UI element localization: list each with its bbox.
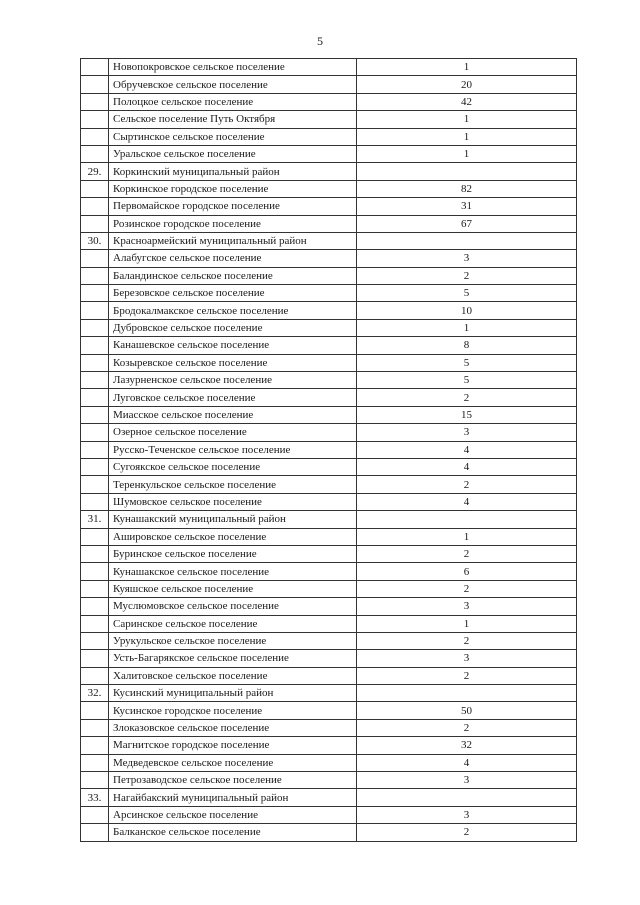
row-number xyxy=(81,215,109,232)
settlement-row xyxy=(81,545,577,562)
row-value: 1 xyxy=(357,111,577,128)
row-value: 4 xyxy=(357,754,577,771)
row-name: Сельское поселение Путь Октября xyxy=(109,111,357,128)
row-value: 3 xyxy=(357,650,577,667)
row-name: Сугоякское сельское поселение xyxy=(109,458,357,475)
row-number xyxy=(81,650,109,667)
row-number xyxy=(81,806,109,823)
row-name: Полоцкое сельское поселение xyxy=(109,93,357,110)
row-number xyxy=(81,145,109,162)
settlement-row xyxy=(81,180,577,197)
row-name: Усть-Багарякское сельское поселение xyxy=(109,650,357,667)
row-number xyxy=(81,180,109,197)
row-name: Урукульское сельское поселение xyxy=(109,632,357,649)
row-value xyxy=(357,685,577,702)
row-number xyxy=(81,93,109,110)
settlement-row xyxy=(81,458,577,475)
settlement-row xyxy=(81,441,577,458)
row-value: 3 xyxy=(357,424,577,441)
settlements-table xyxy=(80,58,577,842)
settlement-row xyxy=(81,824,577,841)
row-number xyxy=(81,476,109,493)
row-name: Алабугское сельское поселение xyxy=(109,250,357,267)
settlement-row xyxy=(81,754,577,771)
settlement-row xyxy=(81,93,577,110)
row-value: 3 xyxy=(357,806,577,823)
row-number xyxy=(81,615,109,632)
row-number xyxy=(81,354,109,371)
row-value: 4 xyxy=(357,441,577,458)
row-name: Красноармейский муниципальный район xyxy=(109,232,357,249)
row-value xyxy=(357,163,577,180)
district-row xyxy=(81,789,577,806)
settlement-row xyxy=(81,406,577,423)
row-name: Кунашакское сельское поселение xyxy=(109,563,357,580)
district-row xyxy=(81,163,577,180)
row-value: 1 xyxy=(357,145,577,162)
row-number xyxy=(81,302,109,319)
row-name: Злоказовское сельское поселение xyxy=(109,719,357,736)
row-value: 42 xyxy=(357,93,577,110)
settlement-row xyxy=(81,285,577,302)
row-name: Петрозаводское сельское поселение xyxy=(109,772,357,789)
row-number xyxy=(81,267,109,284)
row-number xyxy=(81,111,109,128)
row-name: Балканское сельское поселение xyxy=(109,824,357,841)
row-number xyxy=(81,737,109,754)
row-name: Озерное сельское поселение xyxy=(109,424,357,441)
row-number xyxy=(81,128,109,145)
row-name: Новопокровское сельское поселение xyxy=(109,59,357,76)
row-name: Медведевское сельское поселение xyxy=(109,754,357,771)
row-number xyxy=(81,545,109,562)
settlement-row xyxy=(81,198,577,215)
row-value xyxy=(357,232,577,249)
row-value: 10 xyxy=(357,302,577,319)
row-number xyxy=(81,754,109,771)
row-value: 3 xyxy=(357,598,577,615)
row-name: Халитовское сельское поселение xyxy=(109,667,357,684)
district-row xyxy=(81,685,577,702)
row-number xyxy=(81,528,109,545)
row-name: Кунашакский муниципальный район xyxy=(109,511,357,528)
row-number xyxy=(81,667,109,684)
settlement-row xyxy=(81,615,577,632)
row-value: 2 xyxy=(357,267,577,284)
settlement-row xyxy=(81,302,577,319)
row-name: Козыревское сельское поселение xyxy=(109,354,357,371)
row-name: Кусинский муниципальный район xyxy=(109,685,357,702)
row-name: Бродокалмакское сельское поселение xyxy=(109,302,357,319)
district-row xyxy=(81,232,577,249)
row-value: 5 xyxy=(357,354,577,371)
settlement-row xyxy=(81,424,577,441)
row-number xyxy=(81,632,109,649)
settlement-row xyxy=(81,580,577,597)
district-row xyxy=(81,511,577,528)
row-name: Первомайское городское поселение xyxy=(109,198,357,215)
settlement-row xyxy=(81,372,577,389)
row-name: Русско-Теченское сельское поселение xyxy=(109,441,357,458)
row-value: 2 xyxy=(357,667,577,684)
row-name: Миасское сельское поселение xyxy=(109,406,357,423)
row-number xyxy=(81,250,109,267)
row-name: Березовское сельское поселение xyxy=(109,285,357,302)
row-value: 5 xyxy=(357,285,577,302)
row-number xyxy=(81,719,109,736)
row-number: 30. xyxy=(81,232,109,249)
settlement-row xyxy=(81,563,577,580)
settlement-row xyxy=(81,111,577,128)
settlement-row xyxy=(81,250,577,267)
row-name: Розинское городское поселение xyxy=(109,215,357,232)
row-number xyxy=(81,372,109,389)
row-value: 32 xyxy=(357,737,577,754)
row-value: 2 xyxy=(357,545,577,562)
settlement-row xyxy=(81,598,577,615)
row-value: 1 xyxy=(357,128,577,145)
row-number xyxy=(81,598,109,615)
row-number xyxy=(81,319,109,336)
row-value: 1 xyxy=(357,319,577,336)
row-name: Коркинский муниципальный район xyxy=(109,163,357,180)
row-name: Куяшское сельское поселение xyxy=(109,580,357,597)
row-value: 5 xyxy=(357,372,577,389)
row-number xyxy=(81,198,109,215)
row-value xyxy=(357,511,577,528)
row-value: 67 xyxy=(357,215,577,232)
row-value: 8 xyxy=(357,337,577,354)
row-name: Дубровское сельское поселение xyxy=(109,319,357,336)
row-value: 2 xyxy=(357,719,577,736)
settlement-row xyxy=(81,354,577,371)
row-number xyxy=(81,76,109,93)
row-name: Нагайбакский муниципальный район xyxy=(109,789,357,806)
row-name: Кусинское городское поселение xyxy=(109,702,357,719)
row-name: Муслюмовское сельское поселение xyxy=(109,598,357,615)
settlement-row xyxy=(81,719,577,736)
row-value: 2 xyxy=(357,476,577,493)
settlement-row xyxy=(81,476,577,493)
settlement-row xyxy=(81,702,577,719)
row-name: Теренкульское сельское поселение xyxy=(109,476,357,493)
row-value: 31 xyxy=(357,198,577,215)
settlements-table-body xyxy=(81,59,577,842)
row-number xyxy=(81,424,109,441)
row-name: Буринское сельское поселение xyxy=(109,545,357,562)
row-value: 1 xyxy=(357,615,577,632)
row-number xyxy=(81,458,109,475)
settlement-row xyxy=(81,128,577,145)
row-value: 3 xyxy=(357,250,577,267)
row-value: 1 xyxy=(357,528,577,545)
row-name: Магнитское городское поселение xyxy=(109,737,357,754)
row-number xyxy=(81,772,109,789)
settlement-row xyxy=(81,806,577,823)
row-value: 15 xyxy=(357,406,577,423)
settlement-row xyxy=(81,650,577,667)
row-value: 1 xyxy=(357,59,577,76)
row-value: 82 xyxy=(357,180,577,197)
page-number: 5 xyxy=(317,34,323,48)
settlement-row xyxy=(81,76,577,93)
row-number xyxy=(81,493,109,510)
row-value: 4 xyxy=(357,493,577,510)
row-name: Саринское сельское поселение xyxy=(109,615,357,632)
settlement-row xyxy=(81,215,577,232)
row-name: Уральское сельское поселение xyxy=(109,145,357,162)
row-number: 33. xyxy=(81,789,109,806)
row-value: 6 xyxy=(357,563,577,580)
row-name: Баландинское сельское поселение xyxy=(109,267,357,284)
row-number xyxy=(81,389,109,406)
row-name: Ашировское сельское поселение xyxy=(109,528,357,545)
row-number xyxy=(81,337,109,354)
settlement-row xyxy=(81,772,577,789)
row-number xyxy=(81,563,109,580)
row-name: Коркинское городское поселение xyxy=(109,180,357,197)
settlement-row xyxy=(81,493,577,510)
row-number: 29. xyxy=(81,163,109,180)
row-name: Канашевское сельское поселение xyxy=(109,337,357,354)
settlement-row xyxy=(81,389,577,406)
settlement-row xyxy=(81,59,577,76)
row-value: 2 xyxy=(357,389,577,406)
row-value: 50 xyxy=(357,702,577,719)
row-number xyxy=(81,406,109,423)
row-number xyxy=(81,285,109,302)
row-name: Арсинское сельское поселение xyxy=(109,806,357,823)
row-value xyxy=(357,789,577,806)
row-name: Сыртинское сельское поселение xyxy=(109,128,357,145)
row-number: 32. xyxy=(81,685,109,702)
row-value: 2 xyxy=(357,632,577,649)
row-number xyxy=(81,59,109,76)
row-value: 4 xyxy=(357,458,577,475)
settlement-row xyxy=(81,737,577,754)
row-number xyxy=(81,824,109,841)
row-name: Обручевское сельское поселение xyxy=(109,76,357,93)
settlement-row xyxy=(81,145,577,162)
row-number xyxy=(81,580,109,597)
row-number xyxy=(81,702,109,719)
settlement-row xyxy=(81,267,577,284)
row-name: Лазурненское сельское поселение xyxy=(109,372,357,389)
row-value: 3 xyxy=(357,772,577,789)
settlement-row xyxy=(81,632,577,649)
row-value: 2 xyxy=(357,580,577,597)
settlement-row xyxy=(81,319,577,336)
row-value: 2 xyxy=(357,824,577,841)
settlement-row xyxy=(81,528,577,545)
row-name: Луговское сельское поселение xyxy=(109,389,357,406)
settlement-row xyxy=(81,667,577,684)
row-number xyxy=(81,441,109,458)
row-number: 31. xyxy=(81,511,109,528)
row-name: Шумовское сельское поселение xyxy=(109,493,357,510)
settlement-row xyxy=(81,337,577,354)
row-value: 20 xyxy=(357,76,577,93)
